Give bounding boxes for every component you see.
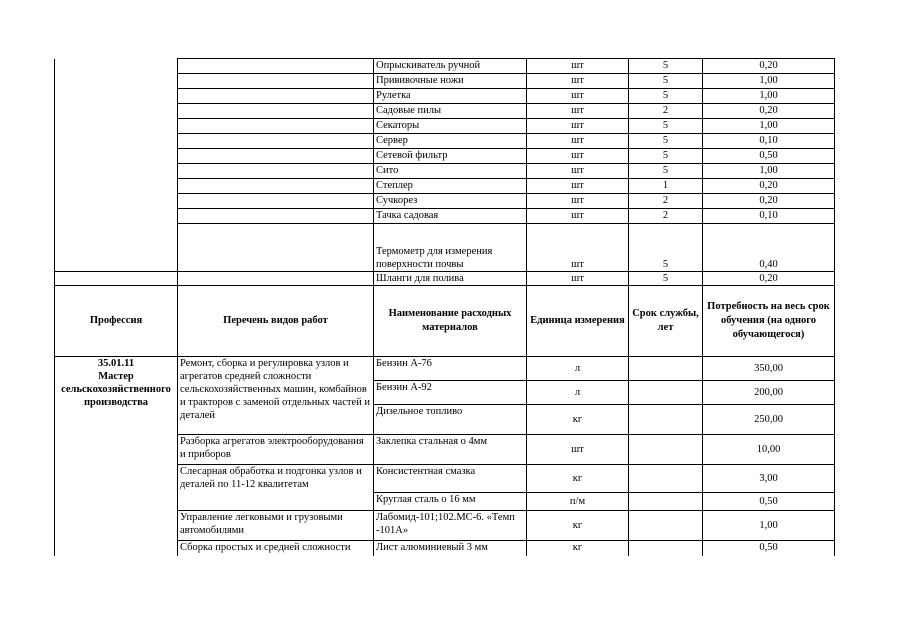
unit-cell: шт [527,435,629,465]
unit-cell: шт [527,59,629,74]
term-cell: 5 [629,224,703,272]
table-row [55,224,835,272]
need-cell: 3,00 [703,465,835,493]
empty-cell [55,194,178,209]
term-cell: 2 [629,209,703,224]
term-cell [629,493,703,511]
work-cell: Сборка простых и средней сложности [178,541,374,556]
unit-cell: шт [527,119,629,134]
material-cell: Заклепка стальная о 4мм [374,435,527,465]
empty-cell [178,149,374,164]
need-cell: 0,20 [703,104,835,119]
table-row [55,511,835,541]
need-cell: 1,00 [703,119,835,134]
empty-cell [55,89,178,104]
unit-cell: кг [527,465,629,493]
empty-cell [55,149,178,164]
term-cell [629,511,703,541]
term-cell [629,405,703,435]
unit-cell: шт [527,149,629,164]
profession-cell [55,357,178,435]
empty-cell [178,59,374,74]
header-need: Потребность на весь срок обучения (на одного обучающегося) [703,286,835,357]
empty-cell [55,59,178,74]
empty-cell [55,465,178,493]
term-cell: 5 [629,74,703,89]
term-cell [629,541,703,556]
term-cell: 5 [629,119,703,134]
material-cell: Термометр для измерения поверхности почвы [374,224,527,272]
table-row [55,104,835,119]
header-unit: Единица измерения [527,286,629,357]
need-cell: 0,40 [703,224,835,272]
empty-cell [178,119,374,134]
unit-cell: шт [527,194,629,209]
unit-cell: шт [527,74,629,89]
work-cell: Слесарная обработка и подгонка узлов и деталей по 11-12 квалитетам [178,465,374,511]
table-row [55,134,835,149]
header-row [55,286,835,357]
empty-cell [55,74,178,89]
profession-name: Мастер сельскохозяйственного производства [61,371,171,408]
empty-cell [55,209,178,224]
term-cell: 5 [629,149,703,164]
table-row [55,209,835,224]
need-cell: 0,50 [703,149,835,164]
header-profession: Профессия [55,286,178,357]
empty-cell [178,224,374,272]
unit-cell: шт [527,224,629,272]
empty-cell [178,104,374,119]
unit-cell: кг [527,511,629,541]
empty-cell [55,134,178,149]
material-cell: Садовые пилы [374,104,527,119]
term-cell: 2 [629,104,703,119]
material-cell: Прививочные ножи [374,74,527,89]
material-cell: Сервер [374,134,527,149]
empty-cell [178,194,374,209]
empty-cell [55,511,178,541]
unit-cell: шт [527,104,629,119]
material-cell: Шланги для полива [374,272,527,286]
unit-cell: шт [527,179,629,194]
need-cell: 200,00 [703,381,835,405]
need-cell: 0,10 [703,209,835,224]
need-cell: 0,20 [703,194,835,209]
need-cell: 1,00 [703,164,835,179]
term-cell [629,381,703,405]
unit-cell: шт [527,272,629,286]
unit-cell: кг [527,405,629,435]
table-row [55,164,835,179]
need-cell: 350,00 [703,357,835,381]
term-cell [629,465,703,493]
empty-cell [55,164,178,179]
empty-cell [55,224,178,272]
work-cell: Разборка агрегатов электрооборудования и приборов [178,435,374,465]
table-row [55,149,835,164]
need-cell: 0,50 [703,541,835,556]
table-row [55,194,835,209]
need-cell: 1,00 [703,74,835,89]
material-cell: Сито [374,164,527,179]
empty-cell [55,119,178,134]
empty-cell [55,541,178,556]
empty-cell [178,179,374,194]
term-cell: 1 [629,179,703,194]
need-cell: 0,10 [703,134,835,149]
table-row [55,74,835,89]
material-cell: Круглая сталь о 16 мм [374,493,527,511]
empty-cell [178,74,374,89]
table-row [55,179,835,194]
unit-cell: шт [527,164,629,179]
unit-cell: шт [527,89,629,104]
material-cell: Сучкорез [374,194,527,209]
material-cell: Лабомид-101;102.МС-6. «Темп -101А» [374,511,527,541]
term-cell [629,357,703,381]
unit-cell: л [527,381,629,405]
material-cell: Консистентная смазка [374,465,527,493]
empty-cell [178,164,374,179]
material-cell: Секаторы [374,119,527,134]
term-cell: 5 [629,272,703,286]
table-row [55,541,835,556]
term-cell [629,435,703,465]
need-cell: 1,00 [703,511,835,541]
term-cell: 2 [629,194,703,209]
term-cell: 5 [629,89,703,104]
material-cell: Лист алюминиевый 3 мм [374,541,527,556]
material-cell: Бензин А-76 [374,357,527,381]
work-cell: Ремонт, сборка и регулировка узлов и агрегатов средней сложности сельскохозяйственных машин, комбайнов и тракторов с заменой отдельных частей и деталей [178,357,374,435]
table-row [55,493,835,511]
material-cell: Сетевой фильтр [374,149,527,164]
table-row [55,59,835,74]
document-page [54,58,834,556]
header-works: Перечень видов работ [178,286,374,357]
need-cell: 10,00 [703,435,835,465]
empty-cell [55,179,178,194]
table-row [55,89,835,104]
need-cell: 0,50 [703,493,835,511]
material-cell: Тачка садовая [374,209,527,224]
table-row [55,465,835,493]
material-cell: Степлер [374,179,527,194]
unit-cell: шт [527,134,629,149]
unit-cell: шт [527,209,629,224]
need-cell: 1,00 [703,89,835,104]
term-cell: 5 [629,164,703,179]
empty-cell [178,89,374,104]
header-materials: Наименование расходных материалов [374,286,527,357]
material-cell: Бензин А-92 [374,381,527,405]
empty-cell [55,435,178,465]
profession-code: 35.01.11 [97,358,135,369]
term-cell: 5 [629,134,703,149]
material-cell: Дизельное топливо [374,405,527,435]
need-cell: 250,00 [703,405,835,435]
need-cell: 0,20 [703,272,835,286]
work-cell: Управление легковыми и грузовыми автомобилями [178,511,374,541]
table-row [55,119,835,134]
unit-cell: п/м [527,493,629,511]
table-row [55,272,835,286]
header-term: Срок службы, лет [629,286,703,357]
material-cell: Рулетка [374,89,527,104]
table-row [55,357,835,381]
unit-cell: л [527,357,629,381]
term-cell: 5 [629,59,703,74]
material-cell: Опрыскиватель ручной [374,59,527,74]
empty-cell [178,272,374,286]
need-cell: 0,20 [703,59,835,74]
empty-cell [178,134,374,149]
unit-cell: кг [527,541,629,556]
empty-cell [55,493,178,511]
empty-cell [55,272,178,286]
need-cell: 0,20 [703,179,835,194]
empty-cell [55,104,178,119]
table-row [55,435,835,465]
empty-cell [178,209,374,224]
materials-table [54,58,835,556]
